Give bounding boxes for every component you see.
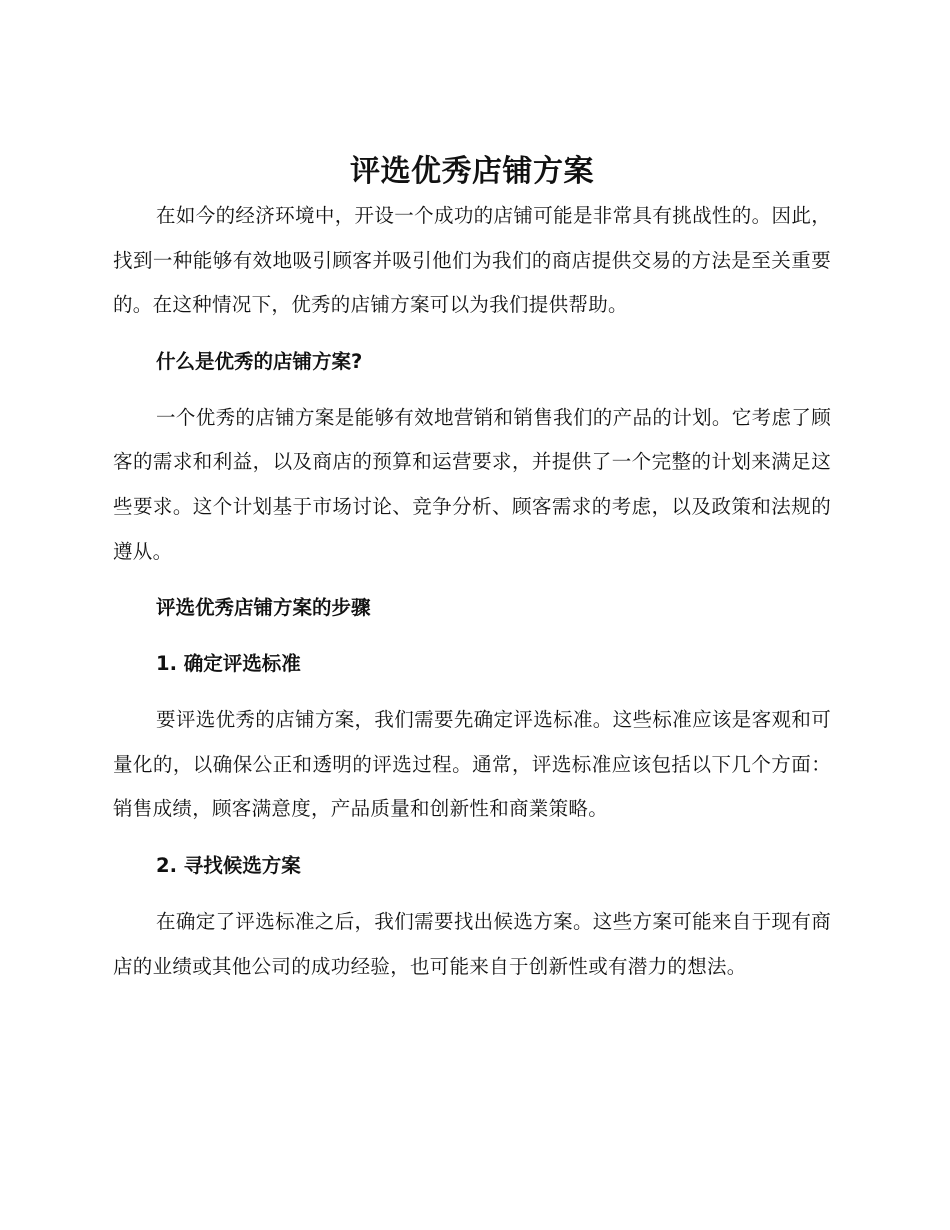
section-paragraph-what-is: 一个优秀的店铺方案是能够有效地营销和销售我们的产品的计划。它考虑了顾客的需求和利益，以及商店的预算和运营要求，并提供了一个完整的计划来满足这些要求。这个计划基于市场讨论、竞争分析、顾客需求的考虑，以及政策和法规的遵从。 xyxy=(113,405,831,563)
step-paragraph-2: 在确定了评选标准之后，我们需要找出候选方案。这些方案可能来自于现有商店的业绩或其他公司的成功经验，也可能来自于创新性或有潜力的想法。 xyxy=(113,909,831,978)
step-heading-2: 2. 寻找候选方案 xyxy=(156,853,301,877)
document-title: 评选优秀店铺方案 xyxy=(350,154,594,189)
document-page xyxy=(113,150,831,989)
intro-paragraph: 在如今的经济环境中，开设一个成功的店铺可能是非常具有挑战性的。因此，找到一种能够有效地吸引顾客并吸引他们为我们的商店提供交易的方法是至关重要的。在这种情况下，优秀的店铺方案可以为我们提供帮助。 xyxy=(113,204,831,317)
section-heading-what-is: 什么是优秀的店铺方案? xyxy=(156,349,363,373)
step-heading-1: 1. 确定评选标准 xyxy=(156,652,301,676)
step-paragraph-1: 要评选优秀的店铺方案，我们需要先确定评选标准。这些标准应该是客观和可量化的，以确保公正和透明的评选过程。通常，评选标准应该包括以下几个方面：销售成绩，顾客满意度，产品质量和创新性和商業策略。 xyxy=(113,708,831,821)
section-heading-steps: 评选优秀店铺方案的步骤 xyxy=(156,596,371,620)
